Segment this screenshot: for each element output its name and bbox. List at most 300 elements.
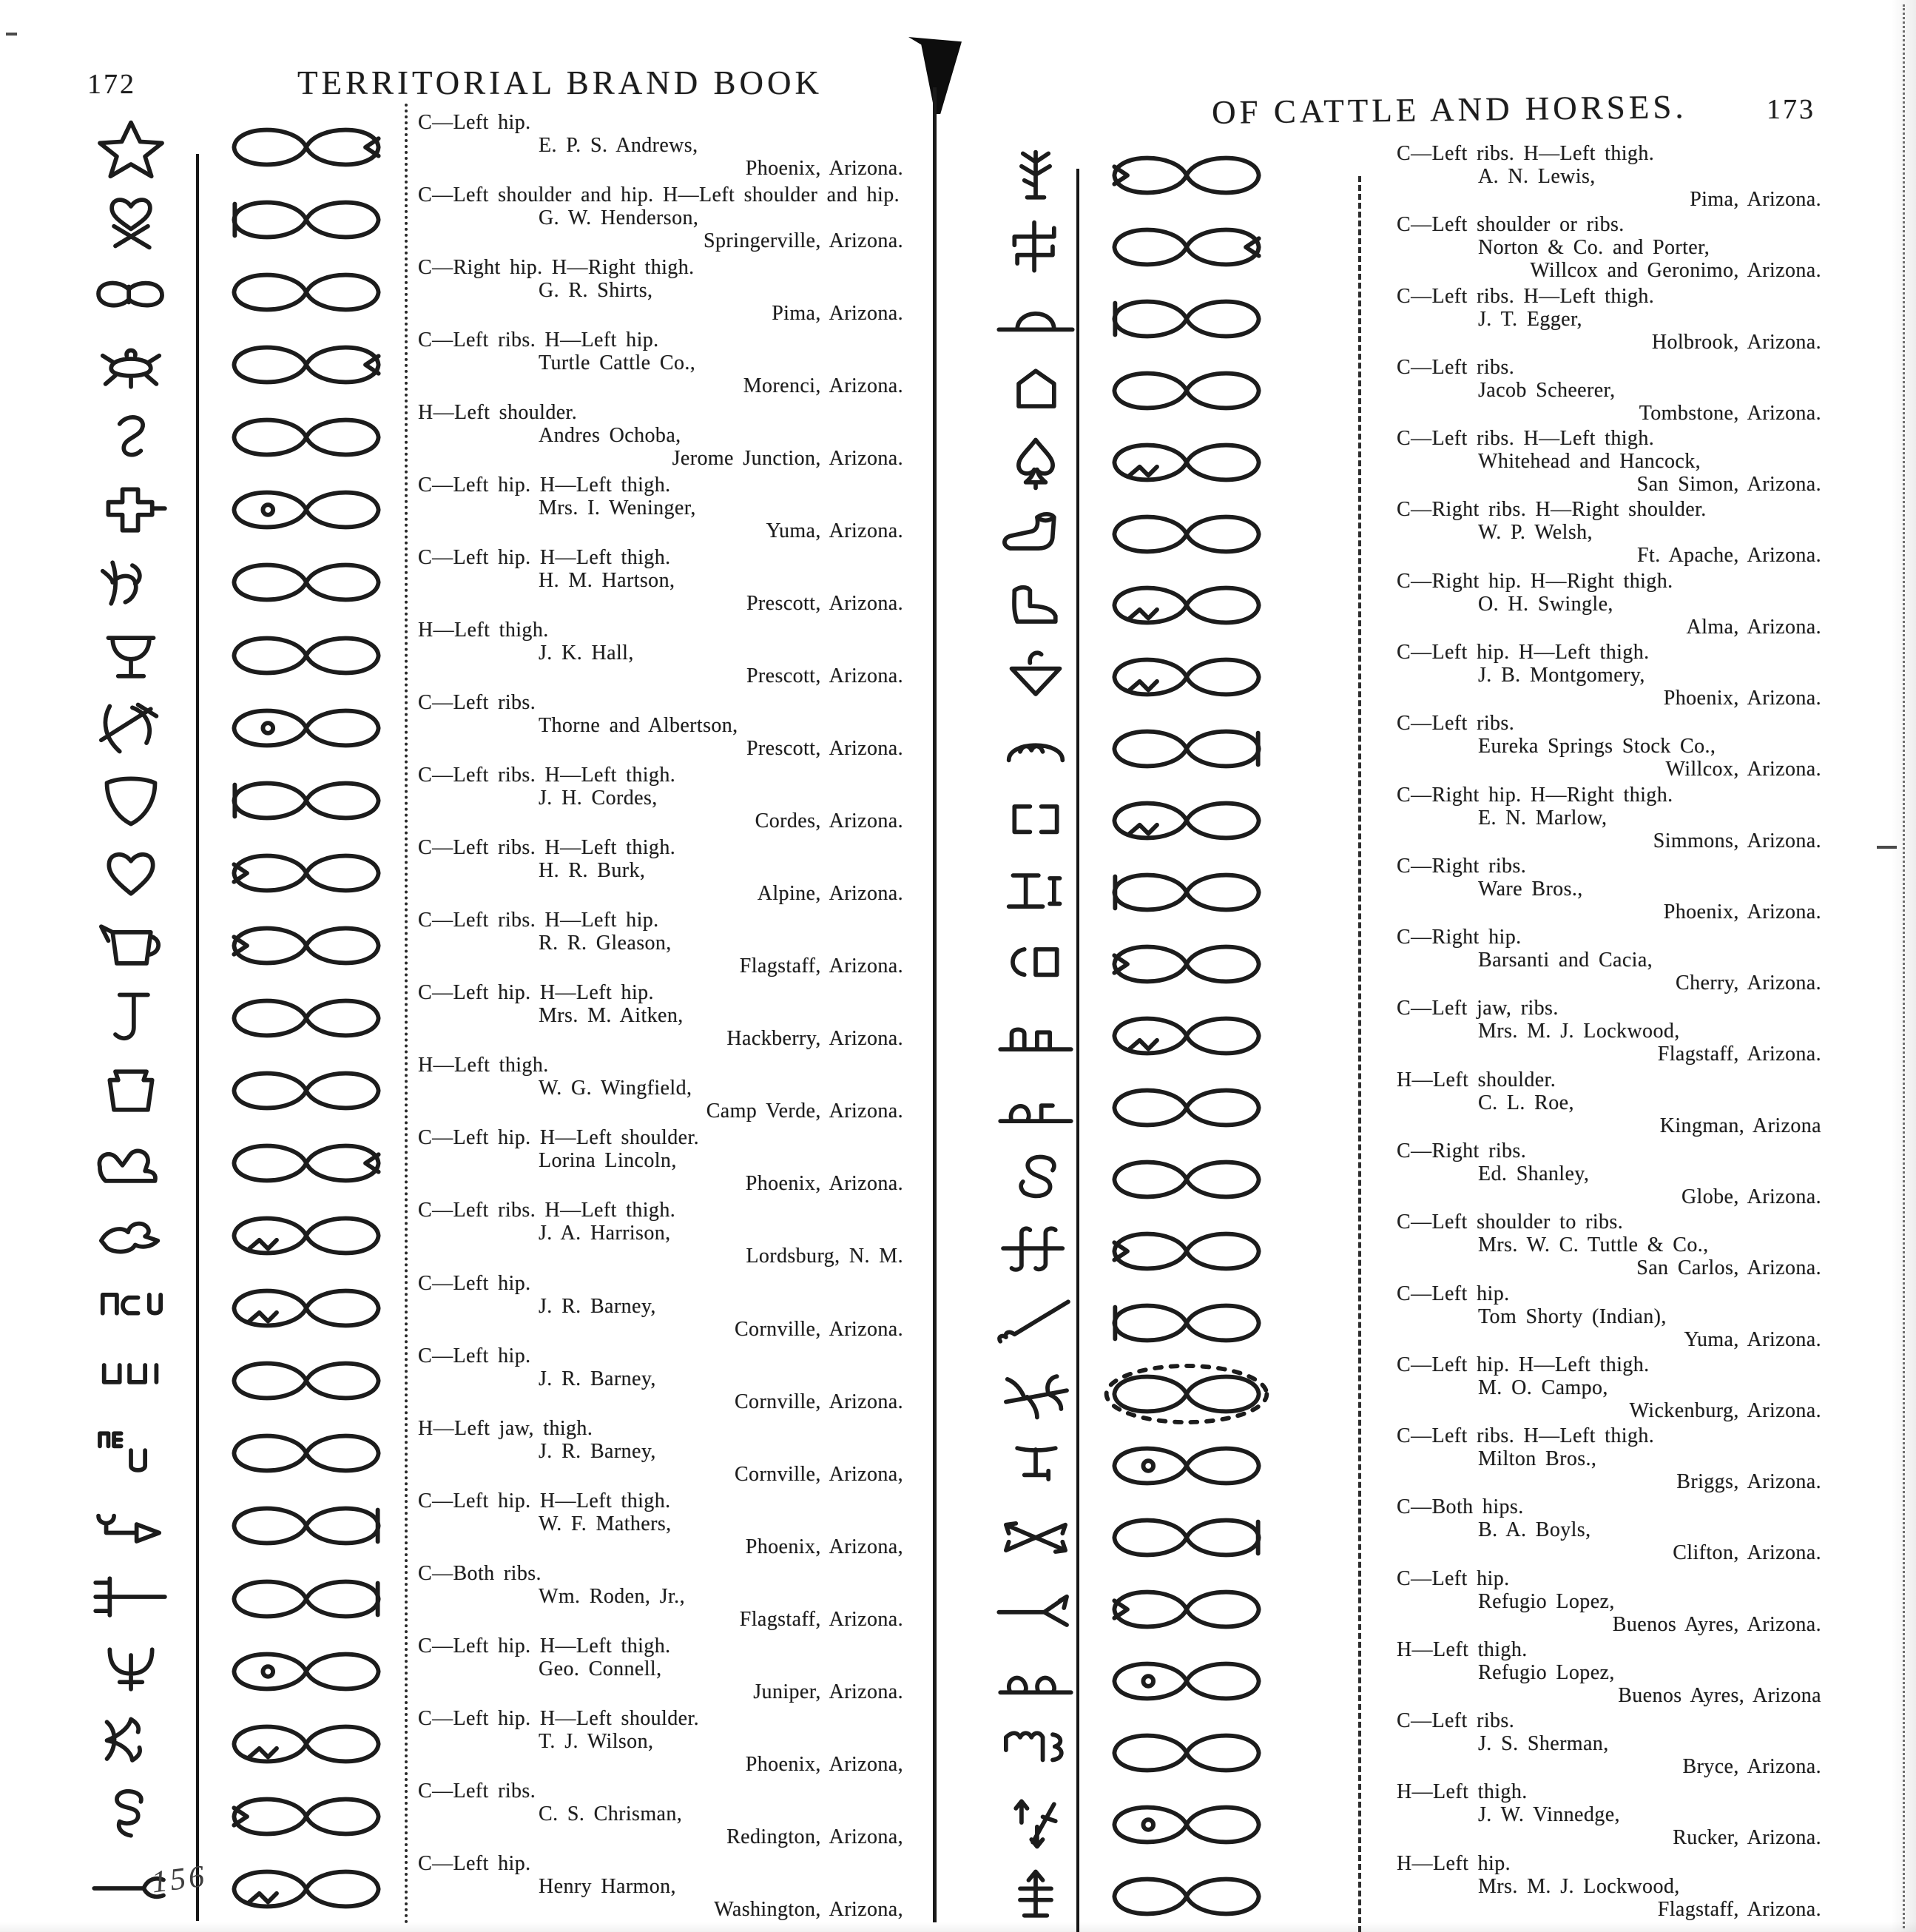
brand-entry <box>418 1054 922 1122</box>
entry-owner-name: G. R. Shirts, <box>539 279 653 303</box>
tri-curl-icon <box>992 646 1079 710</box>
earmark-icon <box>219 843 394 903</box>
earmark-icon <box>219 334 394 395</box>
entry-brand-position: C—Left ribs. H—Left hip. <box>418 329 659 352</box>
brand-entry <box>1397 1852 1832 1921</box>
brand-entry <box>418 764 922 832</box>
book-spine-line <box>933 87 937 1922</box>
entry-brand-position: C—Right ribs. <box>1397 854 1527 878</box>
entry-owner-name: Eureka Springs Stock Co., <box>1478 735 1716 758</box>
earmark-bowtie-icon <box>219 1569 394 1629</box>
earmark-icon <box>219 1495 394 1556</box>
brand-entry <box>1397 1709 1832 1778</box>
entry-owner-name: E. N. Marlow, <box>1478 806 1608 829</box>
earmark-icon <box>219 407 394 468</box>
entry-owner-city: Phoenix, Arizona. <box>745 1172 903 1196</box>
entry-owner-city: Briggs, Arizona. <box>1676 1470 1821 1494</box>
entry-owner-name: Tom Shorty (Indian), <box>1478 1305 1667 1328</box>
entry-brand-position: C—Left ribs. <box>418 1779 536 1803</box>
page-title: OF CATTLE AND HORSES. <box>1211 88 1687 131</box>
earmark-bowtie-icon <box>219 915 394 976</box>
heart-icon <box>78 841 183 905</box>
star-brand-icon <box>78 117 183 181</box>
branch-brand-icon <box>992 145 1079 209</box>
entry-owner-name: H. R. Burk, <box>539 859 646 883</box>
curl-icon <box>78 407 183 471</box>
entry-brand-position: H—Left thigh. <box>1397 1638 1528 1661</box>
entry-owner-name: J. A. Harrison, <box>539 1222 671 1245</box>
earmark-icon <box>219 1060 394 1121</box>
earmark-icon <box>219 1714 394 1774</box>
earmark-bowtie-icon <box>219 1423 394 1484</box>
entry-brand-position: C—Left ribs. <box>418 691 536 715</box>
earmark-icon <box>1099 1293 1274 1353</box>
earmark-symbol-column <box>212 117 400 1919</box>
earmark-text-divider <box>405 104 408 1925</box>
turtle-brand-icon <box>78 334 183 398</box>
double-omega-brand-icon <box>992 1649 1079 1712</box>
entry-brand-position: C—Left ribs. H—Left hip. <box>418 909 659 932</box>
t-hooks-icon <box>992 1219 1079 1282</box>
brand-entry <box>418 474 922 542</box>
scan-speck <box>6 33 17 36</box>
crossed-hooks-icon <box>78 696 183 760</box>
brand-entry <box>1397 285 1832 354</box>
entry-owner-name: Thorne and Albertson, <box>539 714 738 738</box>
lazy-b-brand-icon <box>78 262 183 326</box>
entry-owner-city: Morenci, Arizona. <box>743 374 903 398</box>
margin-dash <box>1877 846 1897 849</box>
earmark-icon <box>1099 934 1274 994</box>
earmark-bowtie-icon <box>1099 1507 1274 1568</box>
earmark-icon <box>1099 862 1274 923</box>
double-hook-icon <box>78 1783 183 1847</box>
earmark-icon <box>219 1569 394 1629</box>
boot-brand-icon <box>992 503 1079 567</box>
hook-j-icon <box>78 986 183 1050</box>
entry-owner-name: Barsanti and Cacia, <box>1478 949 1653 972</box>
entry-owner-name: Wm. Roden, Jr., <box>539 1584 685 1608</box>
crossed-hooks-brand-icon <box>78 696 183 760</box>
entry-brand-position: C—Left shoulder to ribs. <box>1397 1211 1624 1234</box>
entry-brand-position: C—Left ribs. H—Left thigh. <box>418 836 676 860</box>
entry-owner-city: Phoenix, Arizona. <box>1663 686 1821 710</box>
entry-owner-name: J. B. Montgomery, <box>1478 663 1645 687</box>
entry-owner-name: Jacob Scheerer, <box>1478 378 1616 402</box>
page-173 <box>954 0 1916 1932</box>
brand-entry <box>418 619 922 687</box>
earmark-icon <box>219 1350 394 1411</box>
earmark-bowtie-icon <box>1099 862 1274 923</box>
entry-owner-city: Jerome Junction, Arizona. <box>672 447 903 471</box>
entry-owner-city: Rucker, Arizona. <box>1673 1826 1821 1850</box>
brand-entry <box>1397 498 1832 567</box>
entry-owner-city: Kingman, Arizona <box>1659 1114 1821 1137</box>
goblet-icon <box>78 624 183 687</box>
entry-brand-position: C—Left hip. <box>1397 1566 1510 1590</box>
entry-brand-position: C—Right ribs. H—Right shoulder. <box>1397 498 1707 522</box>
earmark-icon <box>1099 1221 1274 1282</box>
entry-owner-name: J. W. Vinnedge, <box>1478 1803 1620 1827</box>
brand-entry <box>418 329 922 397</box>
entry-brand-position: C—Left shoulder and hip. H—Left shoulder and hip. <box>418 184 900 207</box>
earmark-icon <box>219 262 394 323</box>
brand-entry <box>418 1635 922 1703</box>
earmark-bowtie-icon <box>1099 1293 1274 1353</box>
curl-brand-icon <box>78 407 183 471</box>
entry-owner-name: Mrs. M. Aitken, <box>539 1004 684 1028</box>
page-172 <box>0 0 954 1932</box>
earmark-icon <box>1099 575 1274 636</box>
shield-icon <box>78 769 183 832</box>
entry-owner-name: J. R. Barney, <box>539 1439 656 1463</box>
spade-stem-brand-icon <box>992 431 1079 495</box>
earmark-icon <box>1099 360 1274 421</box>
ne-u-brand-icon <box>78 1421 183 1484</box>
brand-symbol-column <box>68 117 194 1919</box>
hook-j-brand-icon <box>78 986 183 1050</box>
entry-brand-position: H—Left thigh. <box>418 619 549 642</box>
earmark-bowtie-icon <box>1099 1364 1274 1424</box>
entry-brand-position: C—Left hip. H—Left thigh. <box>1397 1353 1650 1376</box>
earmark-bowtie-icon <box>1099 1221 1274 1282</box>
brackets-cue-icon <box>78 1276 183 1340</box>
entry-owner-name: C. S. Chrisman, <box>539 1802 683 1825</box>
entry-owner-city: Cornville, Arizona. <box>734 1317 903 1341</box>
brand-entry <box>1397 784 1832 852</box>
pitcher-icon <box>78 914 183 977</box>
brand-entry <box>1397 1140 1832 1208</box>
entry-brand-position: C—Left ribs. <box>1397 355 1515 379</box>
entry-owner-city: Ft. Apache, Arizona. <box>1637 544 1821 568</box>
curl-fork-brand-icon <box>78 1711 183 1774</box>
brand-entry <box>418 1199 922 1268</box>
entry-brand-position: H—Left thigh. <box>1397 1780 1528 1804</box>
fork-arrow-icon <box>78 1493 183 1557</box>
earmark-icon <box>1099 504 1274 565</box>
brackets-pair-icon <box>992 790 1079 853</box>
entry-owner-city: Camp Verde, Arizona. <box>706 1100 903 1123</box>
k-fork-icon <box>992 1362 1079 1426</box>
brand-entry <box>418 1562 922 1631</box>
earmark-bowtie-icon <box>1099 504 1274 565</box>
entry-owner-city: Clifton, Arizona. <box>1673 1541 1821 1565</box>
rake-icon <box>992 217 1079 280</box>
earmark-bowtie-icon <box>1099 1579 1274 1640</box>
entry-brand-position: C—Left hip. H—Left thigh. <box>418 546 671 570</box>
brackets-cue-brand-icon <box>78 1276 183 1340</box>
earmark-bowtie-icon <box>1099 432 1274 493</box>
entry-brand-position: C—Right ribs. <box>1397 1139 1527 1162</box>
pitchfork-icon <box>78 1566 183 1629</box>
entry-brand-position: C—Left jaw, ribs. <box>1397 997 1559 1020</box>
brand-entry <box>1397 1638 1832 1707</box>
brand-entry <box>1397 712 1832 781</box>
brand-entry <box>418 546 922 615</box>
earmark-icon <box>1099 1794 1274 1855</box>
entry-owner-city: Cordes, Arizona. <box>755 810 903 833</box>
entry-brand-position: C—Left hip. H—Left thigh. <box>418 1634 671 1657</box>
entry-owner-name: J. H. Cordes, <box>539 787 658 810</box>
entry-brand-position: C—Right hip. <box>1397 926 1522 949</box>
brand-entry <box>1397 1211 1832 1279</box>
earmark-bowtie-icon <box>219 479 394 540</box>
cross-club-icon <box>78 479 183 543</box>
pot-icon <box>78 1059 183 1122</box>
earmark-bowtie-icon <box>1099 575 1274 636</box>
entry-owner-city: Alma, Arizona. <box>1686 615 1821 639</box>
w3-icon <box>992 1720 1079 1784</box>
earmark-bowtie-icon <box>1099 217 1274 277</box>
entry-owner-city: Holbrook, Arizona. <box>1651 330 1821 354</box>
entry-owner-name: C. L. Roe, <box>1478 1091 1574 1114</box>
entry-owner-city: Yuma, Arizona. <box>766 519 903 543</box>
entry-owner-name: Lorina Lincoln, <box>539 1149 677 1173</box>
entry-owner-city: Globe, Arizona. <box>1681 1185 1821 1208</box>
brand-entry <box>1397 213 1832 282</box>
entry-brand-position: C—Left hip. H—Left shoulder. <box>418 1706 700 1730</box>
entry-owner-name: Mrs. I. Weninger, <box>539 497 696 520</box>
earmark-bowtie-icon <box>219 189 394 250</box>
entry-owner-city: Cherry, Arizona. <box>1676 972 1821 995</box>
earmark-icon <box>1099 1866 1274 1927</box>
entry-brand-position: C—Left ribs. H—Left thigh. <box>1397 427 1655 451</box>
earmark-bowtie-icon <box>219 1859 394 1919</box>
entry-brand-position: C—Left hip. H—Left thigh. <box>418 1489 671 1512</box>
earmark-icon <box>219 625 394 686</box>
brand-entry <box>418 1490 922 1558</box>
earmark-icon <box>1099 1723 1274 1783</box>
entry-owner-city: Alpine, Arizona. <box>757 882 903 906</box>
s-anchor-brand-icon <box>992 1148 1079 1211</box>
brand-entry <box>1397 142 1832 211</box>
earmark-bowtie-icon <box>219 1133 394 1194</box>
boot-icon <box>992 503 1079 567</box>
entry-owner-city: Buenos Ayres, Arizona <box>1618 1683 1821 1707</box>
earmark-icon <box>219 698 394 758</box>
earmark-icon <box>1099 217 1274 277</box>
brand-entry <box>1397 1495 1832 1564</box>
pitcher-brand-icon <box>78 914 183 977</box>
t-hooks-brand-icon <box>992 1219 1079 1282</box>
earmark-icon <box>219 915 394 976</box>
brackets-u-brand-icon <box>78 1348 183 1412</box>
earmark-bowtie-icon <box>219 1786 394 1847</box>
entry-owner-name: Andres Ochoba, <box>539 424 681 448</box>
entry-owner-city: Phoenix, Arizona. <box>745 157 903 180</box>
brand-entry <box>418 909 922 977</box>
earmark-bowtie-icon <box>219 1278 394 1339</box>
brand-entry <box>1397 1567 1832 1636</box>
entry-owner-city: Prescott, Arizona. <box>746 737 903 761</box>
entry-owner-name: M. O. Campo, <box>1478 1376 1608 1399</box>
entry-brand-position: C—Left ribs. H—Left thigh. <box>418 764 676 787</box>
entry-owner-city: Flagstaff, Arizona. <box>1657 1043 1821 1066</box>
entry-owner-name: O. H. Swingle, <box>1478 592 1613 616</box>
double-omega-icon <box>992 1649 1079 1712</box>
anvil-icon <box>78 1131 183 1195</box>
brand-entry <box>418 256 922 325</box>
earmark-icon <box>1099 432 1274 493</box>
earmark-icon <box>219 479 394 540</box>
entry-owner-name: Ware Bros., <box>1478 877 1583 901</box>
entry-owner-name: T. J. Wilson, <box>539 1729 654 1753</box>
entry-brand-position: C—Left hip. <box>418 1271 531 1295</box>
earmark-bowtie-icon <box>1099 1794 1274 1855</box>
y-line-brand-icon <box>992 1577 1079 1640</box>
psi-bar-brand-icon <box>78 1638 183 1702</box>
entry-owner-city: Prescott, Arizona. <box>746 592 903 616</box>
bird-track-brand-icon <box>78 551 183 615</box>
fork-arrow-brand-icon <box>78 1493 183 1557</box>
earmark-bowtie-icon <box>219 1495 394 1556</box>
earmark-bowtie-icon <box>219 1205 394 1266</box>
entry-owner-city: Willcox and Geronimo, Arizona. <box>1530 259 1821 283</box>
i-beam-icon <box>992 861 1079 925</box>
brand-entry <box>418 1780 922 1848</box>
bird-track-icon <box>78 551 183 615</box>
brand-entry <box>1397 427 1832 496</box>
entry-brand-position: H—Left shoulder. <box>418 401 578 425</box>
heart-crossed-brand-icon <box>78 189 183 253</box>
brand-entry <box>418 1126 922 1195</box>
m-arc-brand-icon <box>992 718 1079 781</box>
entry-text-column <box>418 111 922 1921</box>
entry-brand-position: C—Left hip. H—Left hip. <box>418 981 654 1005</box>
earmark-bowtie-icon <box>1099 1006 1274 1066</box>
brand-entry <box>1397 1780 1832 1849</box>
entry-owner-name: Turtle Cattle Co., <box>539 351 696 375</box>
entry-brand-position: C—Both hips. <box>1397 1495 1524 1519</box>
entry-owner-city: Springerville, Arizona. <box>703 229 903 253</box>
brand-entry <box>1397 1068 1832 1137</box>
c-bracket-brand-icon <box>992 932 1079 996</box>
entry-owner-city: Yuma, Arizona. <box>1684 1327 1821 1351</box>
entry-owner-city: Pima, Arizona. <box>772 302 903 326</box>
entry-brand-position: C—Right hip. H—Right thigh. <box>1397 783 1673 807</box>
brand-entry <box>1397 855 1832 923</box>
earmark-bowtie-icon <box>1099 145 1274 206</box>
entry-owner-city: Pima, Arizona. <box>1690 188 1821 211</box>
entry-owner-name: J. R. Barney, <box>539 1367 656 1390</box>
psi-bar-icon <box>78 1638 183 1702</box>
earmark-bowtie-icon <box>219 698 394 758</box>
w3-brand-icon <box>992 1720 1079 1784</box>
earmark-bowtie-icon <box>219 625 394 686</box>
earmark-icon <box>219 1133 394 1194</box>
earmark-bowtie-icon <box>1099 1651 1274 1711</box>
earmark-icon <box>219 117 394 178</box>
t-bar-brand-icon <box>992 1434 1079 1498</box>
turtle-icon <box>78 334 183 398</box>
brand-entry <box>418 1852 922 1921</box>
earmark-bowtie-icon <box>1099 934 1274 994</box>
entry-brand-position: H—Left hip. <box>1397 1851 1511 1875</box>
earmark-bowtie-icon <box>219 1714 394 1774</box>
entry-owner-name: W. G. Wingfield, <box>539 1077 692 1100</box>
entry-owner-city: Tombstone, Arizona. <box>1639 401 1821 425</box>
t-bar-icon <box>992 1434 1079 1498</box>
earmark-icon <box>1099 1651 1274 1711</box>
page-edge-line <box>1903 4 1905 1928</box>
earmark-text-divider <box>1358 176 1361 1932</box>
earmark-icon <box>1099 1149 1274 1210</box>
heart-brand-icon <box>78 841 183 905</box>
brand-entry <box>1397 1282 1832 1351</box>
entry-owner-name: Mrs. M. J. Lockwood, <box>1478 1020 1680 1043</box>
entry-owner-name: Henry Harmon, <box>539 1874 676 1898</box>
heart-crossed-icon <box>78 189 183 253</box>
crossbar-arrow-icon <box>992 1863 1079 1927</box>
entry-brand-position: H—Left shoulder. <box>1397 1068 1556 1091</box>
earmark-icon <box>219 552 394 613</box>
entry-brand-position: C—Left hip. H—Left shoulder. <box>418 1126 700 1150</box>
goblet-brand-icon <box>78 624 183 687</box>
earmark-bowtie-icon <box>1099 718 1274 779</box>
duck-brand-icon <box>78 1204 183 1268</box>
entry-owner-city: Wickenburg, Arizona. <box>1629 1398 1821 1422</box>
arrow-slash-brand-icon <box>992 1791 1079 1855</box>
earmark-icon <box>1099 1507 1274 1568</box>
brand-entry <box>418 981 922 1050</box>
entry-owner-city: San Simon, Arizona. <box>1636 473 1821 497</box>
brand-entry <box>1397 1353 1832 1422</box>
entry-owner-name: Norton & Co. and Porter, <box>1478 236 1710 260</box>
brand-entry <box>418 184 922 252</box>
page-number: 172 <box>87 69 136 100</box>
entry-owner-name: Geo. Connell, <box>539 1657 662 1680</box>
cross-club-brand-icon <box>78 479 183 543</box>
brand-entry <box>1397 997 1832 1066</box>
entry-brand-position: C—Left shoulder or ribs. <box>1397 213 1625 237</box>
entry-owner-name: H. M. Hartson, <box>539 569 675 593</box>
earmark-bowtie-icon <box>1099 1149 1274 1210</box>
pot-brand-icon <box>78 1059 183 1122</box>
tie-line2-brand-icon <box>992 1076 1079 1140</box>
entry-owner-city: San Carlos, Arizona. <box>1636 1256 1821 1280</box>
earmark-symbol-column <box>1093 145 1280 1927</box>
i-beam-brand-icon <box>992 861 1079 925</box>
entry-owner-city: Cornville, Arizona. <box>734 1390 903 1413</box>
earmark-bowtie-icon <box>1099 360 1274 421</box>
earmark-bowtie-icon <box>1099 1077 1274 1138</box>
dome-line-icon <box>992 289 1079 352</box>
tie-line-icon <box>992 1004 1079 1068</box>
entry-owner-city: Phoenix, Arizona, <box>745 1752 903 1776</box>
entry-owner-city: Willcox, Arizona. <box>1665 758 1821 781</box>
entry-owner-name: G. W. Henderson, <box>539 206 699 230</box>
earmark-bowtie-icon <box>1099 1866 1274 1927</box>
earmark-bowtie-icon <box>219 1060 394 1121</box>
entry-text-column <box>1397 142 1832 1921</box>
earmark-icon <box>219 770 394 831</box>
earmark-bowtie-icon <box>219 843 394 903</box>
entry-brand-position: C—Both ribs. <box>418 1561 542 1585</box>
arrow-slash-icon <box>992 1791 1079 1855</box>
earmark-icon <box>1099 718 1274 779</box>
branch-icon <box>992 145 1079 209</box>
entry-brand-position: C—Right hip. H—Right thigh. <box>418 256 695 280</box>
page-number: 173 <box>1767 94 1815 125</box>
entry-brand-position: C—Left hip. <box>1397 1282 1510 1305</box>
entry-owner-city: Prescott, Arizona. <box>746 664 903 688</box>
entry-brand-position: C—Left hip. <box>418 1851 531 1875</box>
k-fork-brand-icon <box>992 1362 1079 1426</box>
earmark-icon <box>219 1205 394 1266</box>
entry-brand-position: H—Left jaw, thigh. <box>418 1416 593 1440</box>
double-hook-brand-icon <box>78 1783 183 1847</box>
earmark-bowtie-icon <box>1099 790 1274 851</box>
